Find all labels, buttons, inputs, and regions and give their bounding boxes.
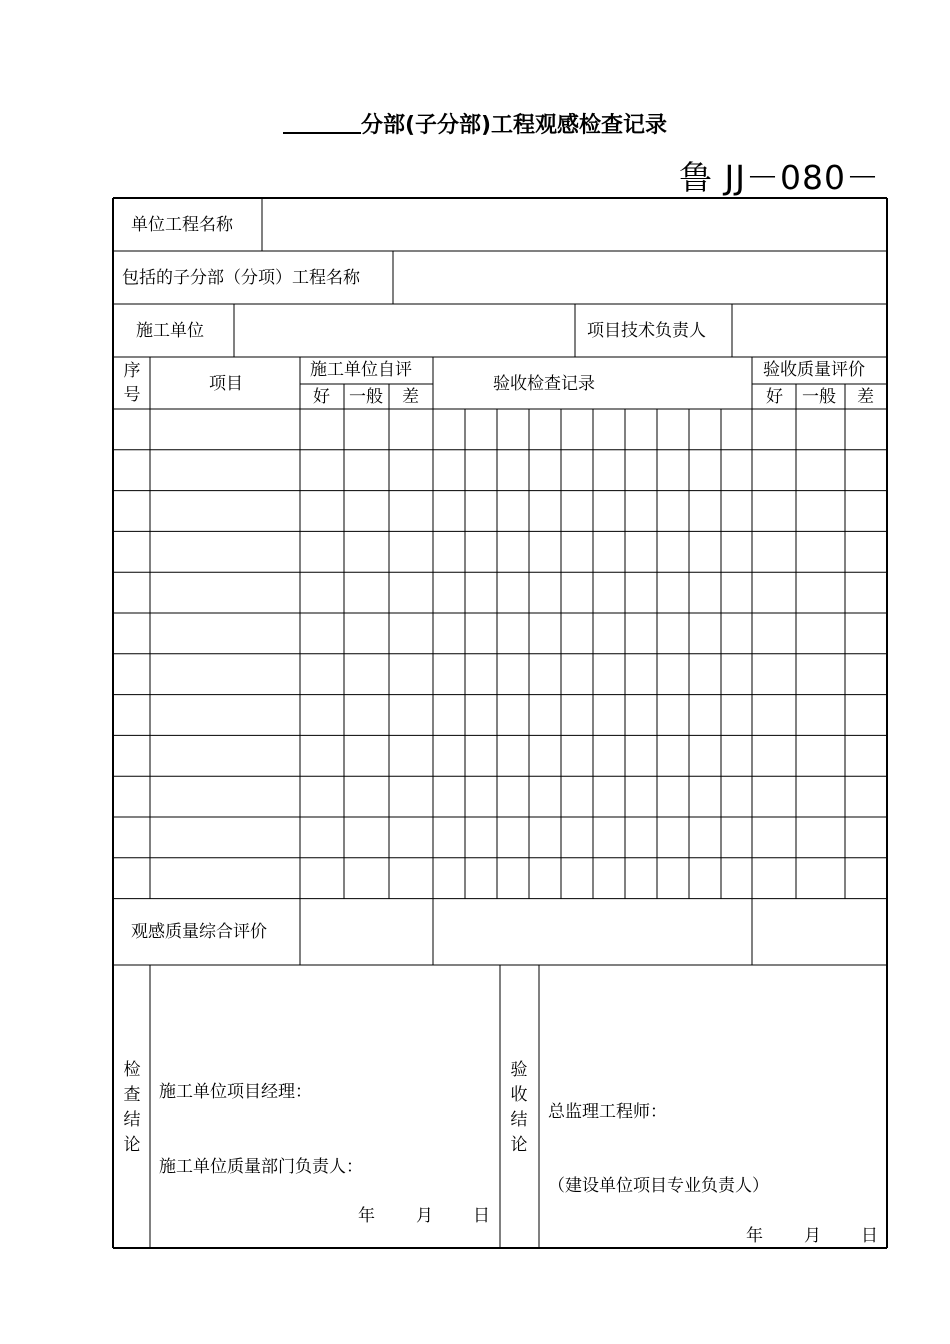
check-conclusion-label: 检查结论 — [123, 1060, 141, 1155]
sub-project-label: 包括的子分部（分项）工程名称 — [122, 268, 360, 288]
accept-month: 月 — [804, 1226, 821, 1246]
quality-lead-label: 施工单位质量部门负责人： — [159, 1157, 363, 1177]
record-header: 验收检查记录 — [493, 374, 595, 394]
item-header: 项目 — [209, 374, 243, 394]
title-text: 分部(子分部)工程观感检查记录 — [360, 113, 668, 138]
acc-normal-header: 一般 — [802, 387, 836, 407]
self-good-header: 好 — [313, 387, 330, 407]
self-eval-header: 施工单位自评 — [310, 360, 412, 380]
acc-poor-header: 差 — [857, 387, 874, 407]
check-month: 月 — [416, 1206, 433, 1226]
self-normal-header: 一般 — [349, 387, 383, 407]
check-year: 年 — [358, 1206, 375, 1226]
acc-good-header: 好 — [766, 387, 783, 407]
summary-label: 观感质量综合评价 — [131, 922, 267, 942]
self-poor-header: 差 — [402, 387, 419, 407]
contractor-label: 施工单位 — [136, 321, 204, 341]
tech-lead-label: 项目技术负责人 — [587, 321, 706, 341]
owner-lead-label: （建设单位项目专业负责人） — [548, 1176, 769, 1196]
chief-engineer-label: 总监理工程师： — [548, 1102, 667, 1122]
acceptance-conclusion-label: 验收结论 — [510, 1060, 528, 1155]
accept-year: 年 — [746, 1226, 763, 1246]
project-manager-label: 施工单位项目经理： — [159, 1082, 312, 1102]
seq-header: 序号 — [123, 361, 141, 405]
unit-project-label: 单位工程名称 — [131, 215, 233, 235]
form-code: 鲁 JJ－080－ — [679, 158, 880, 197]
accept-day: 日 — [861, 1226, 878, 1246]
check-day: 日 — [473, 1206, 490, 1226]
acceptance-header: 验收质量评价 — [763, 360, 865, 380]
